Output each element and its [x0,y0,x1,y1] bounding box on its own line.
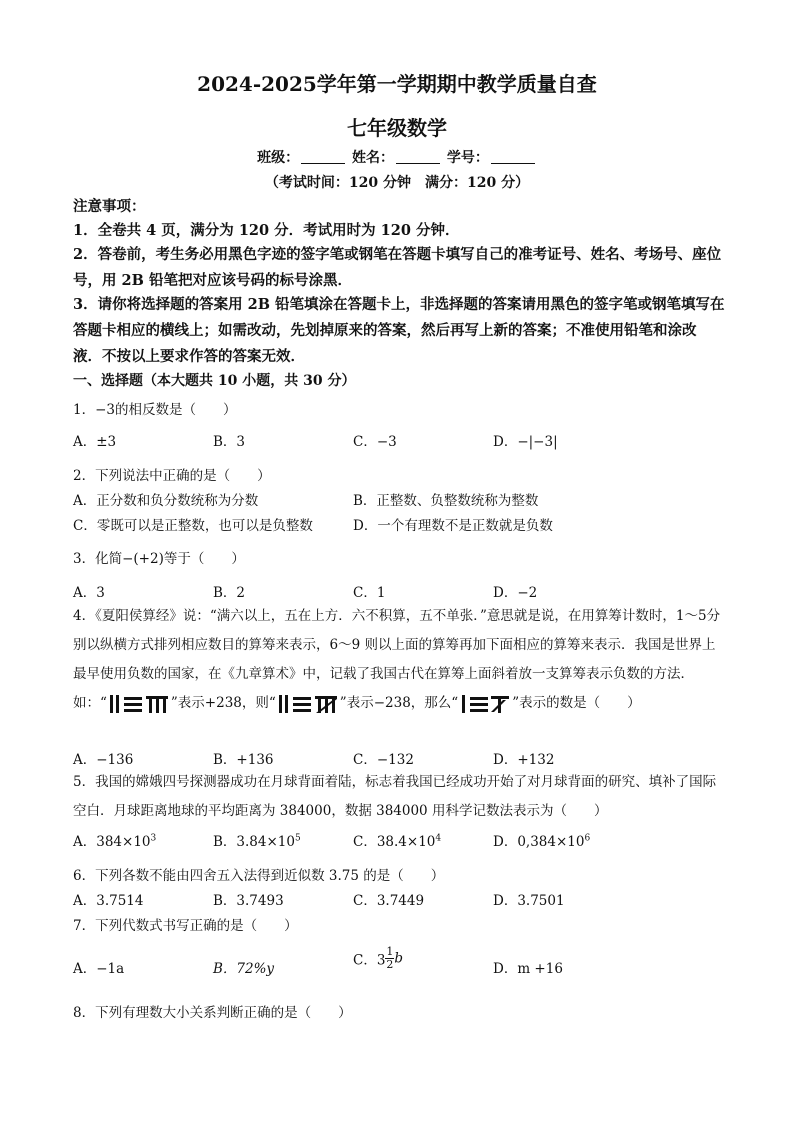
q5-c-base: C．38.4×10 [353,834,436,850]
notice-heading: 注意事项： [73,198,146,215]
q4-option-a[interactable]: A．−136 [73,752,134,768]
q4-text-2: ”表示+238，则“ [170,695,276,711]
q7-c-denominator: 2 [386,958,394,971]
question-6-stem: 6．下列各数不能由四舍五入法得到近似数 3.75 的是（ ） [73,868,445,884]
question-3-stem: 3．化简−(+2)等于（ ） [73,551,245,567]
id-label: 学号： [446,150,489,166]
question-2-stem: 2．下列说法中正确的是（ ） [73,468,271,484]
question-4-stem: 4．《夏阳侯算经》说：“满六以上，五在上方．六不积算，五不单张．”意思就是说，在用算筹计数时，1～5分别以纵横方式排列相应数目的算筹来表示，6～9 则以上面的算筹再加下面相应的算筹来表示．我国是世界上最早使用负数的国家，在《九章算术》中，记载了我国古代在算筹上面斜着放一支算筹表示负数的方法．如：“ ”表示+238，则“ ”表示−238，那么“ ”表示的数是（ ） [73,602,725,718]
q6-option-a[interactable]: A．3.7514 [73,893,144,909]
q3-option-d[interactable]: D．−2 [493,585,538,601]
q7-c-prefix: C．3 [353,952,386,969]
q7-c-variable: b [394,950,404,967]
class-blank[interactable] [301,149,345,164]
counting-rod-238-icon [107,693,171,715]
notice-item-3: 3．请你将选择题的答案用 2B 铅笔填涂在答题卡上，非选择题的答案请用黑色的签字笔或钢笔填写在答题卡相应的横线上；如需改动，先划掉原来的答案，然后再写上新的答案；不准使用铅笔和涂改液．不按以上要求作答的答案无效． [73,296,725,365]
q5-option-d[interactable] [493,830,590,850]
exam-time-info: （考试时间：120 分钟 满分：120 分） [264,175,530,191]
q5-b-exponent: 5 [294,833,301,844]
question-8-stem: 8．下列有理数大小关系判断正确的是（ ） [73,1005,352,1021]
q1-option-a[interactable]: A．±3 [73,434,117,450]
section-heading: 一、选择题（本大题共 10 小题，共 30 分） [73,373,356,389]
q1-option-b[interactable]: B．3 [213,434,246,450]
q4-text-1: 4．《夏阳侯算经》说：“满六以上，五在上方．六不积算，五不单张．”意思就是说，在用算筹计数时，1～5分别以纵横方式排列相应数目的算筹来表示，6～9 则以上面的算筹再加下面相应的算筹来表示．我国是世界上最早使用负数的国家，在《九章算术》中，记载了我国古代在算筹上面斜着放一支算筹表示负数的方法．如： [73,608,721,711]
q5-option-b[interactable] [213,830,301,850]
exam-subtitle: 七年级数学 [347,116,447,140]
q2-option-d[interactable]: D．一个有理数不是正数就是负数 [353,518,553,534]
counting-rod-negative-238-icon [276,693,340,715]
q2-option-a[interactable]: A．正分数和负分数统称为分数 [73,493,259,509]
q7-option-d[interactable]: D．m +16 [493,961,563,977]
notice-item-1: 1．全卷共 4 页，满分为 120 分．考试用时为 120 分钟． [73,222,460,239]
q5-option-a[interactable] [73,830,156,850]
q7-c-numerator: 1 [386,945,394,958]
q6-option-c[interactable]: C．3.7449 [353,893,425,909]
question-7-stem: 7．下列代数式书写正确的是（ ） [73,918,298,934]
q1-option-d[interactable]: D．−|−3| [493,434,558,450]
q6-option-b[interactable]: B．3.7493 [213,893,284,909]
q5-a-base: A．384×10 [73,834,151,850]
q5-a-exponent: 3 [150,833,157,844]
name-blank[interactable] [396,149,440,164]
question-5-stem: 5．我国的嫦娥四号探测器成功在月球背面着陆，标志着我国已经成功开始了对月球背面的研究、填补了国际空白．月球距离地球的平均距离为 384000，数据 384000 用科学记数法表示为（ ） [73,774,717,819]
question-1-stem: 1．−3的相反数是（ ） [73,402,237,418]
q3-option-b[interactable]: B．2 [213,585,246,601]
notice-item-2: 2．答卷前，考生务必用黑色字迹的签字笔或钢笔在答题卡填写自己的准考证号、姓名、考场号、座位号，用 2B 铅笔把对应该号码的标号涂黑． [73,246,722,289]
q5-option-c[interactable] [353,830,441,850]
exam-title: 2024-2025学年第一学期期中教学质量自查 [197,72,597,96]
q1-option-c[interactable]: C．−3 [353,434,397,450]
q2-option-c[interactable]: C．零既可以是正整数，也可以是负整数 [73,518,313,534]
q7-option-b[interactable]: B．72%y [213,961,275,977]
student-info-row [0,147,794,167]
q6-option-d[interactable]: D．3.7501 [493,893,565,909]
id-blank[interactable] [491,149,535,164]
q5-d-base: D．0,384×10 [493,834,585,850]
q5-b-base: B．3.84×10 [213,834,295,850]
q3-option-c[interactable]: C．1 [353,585,386,601]
q5-d-exponent: 6 [584,833,591,844]
class-label: 班级： [257,150,300,166]
q2-option-b[interactable]: B．正整数、负整数统称为整数 [353,493,539,509]
counting-rod-question-icon [458,693,512,715]
q4-option-d[interactable]: D．+132 [493,752,555,768]
q4-text-4: ”表示的数是（ ） [512,695,641,711]
q7-option-a[interactable]: A．−1a [73,961,125,977]
q7-option-c[interactable] [353,946,403,971]
q4-text-3: ”表示−238，那么“ [339,695,459,711]
q5-c-exponent: 4 [435,833,442,844]
name-label: 姓名： [352,150,394,166]
q4-option-c[interactable]: C．−132 [353,752,414,768]
q3-option-a[interactable]: A．3 [73,585,105,601]
q4-option-b[interactable]: B．+136 [213,752,274,768]
